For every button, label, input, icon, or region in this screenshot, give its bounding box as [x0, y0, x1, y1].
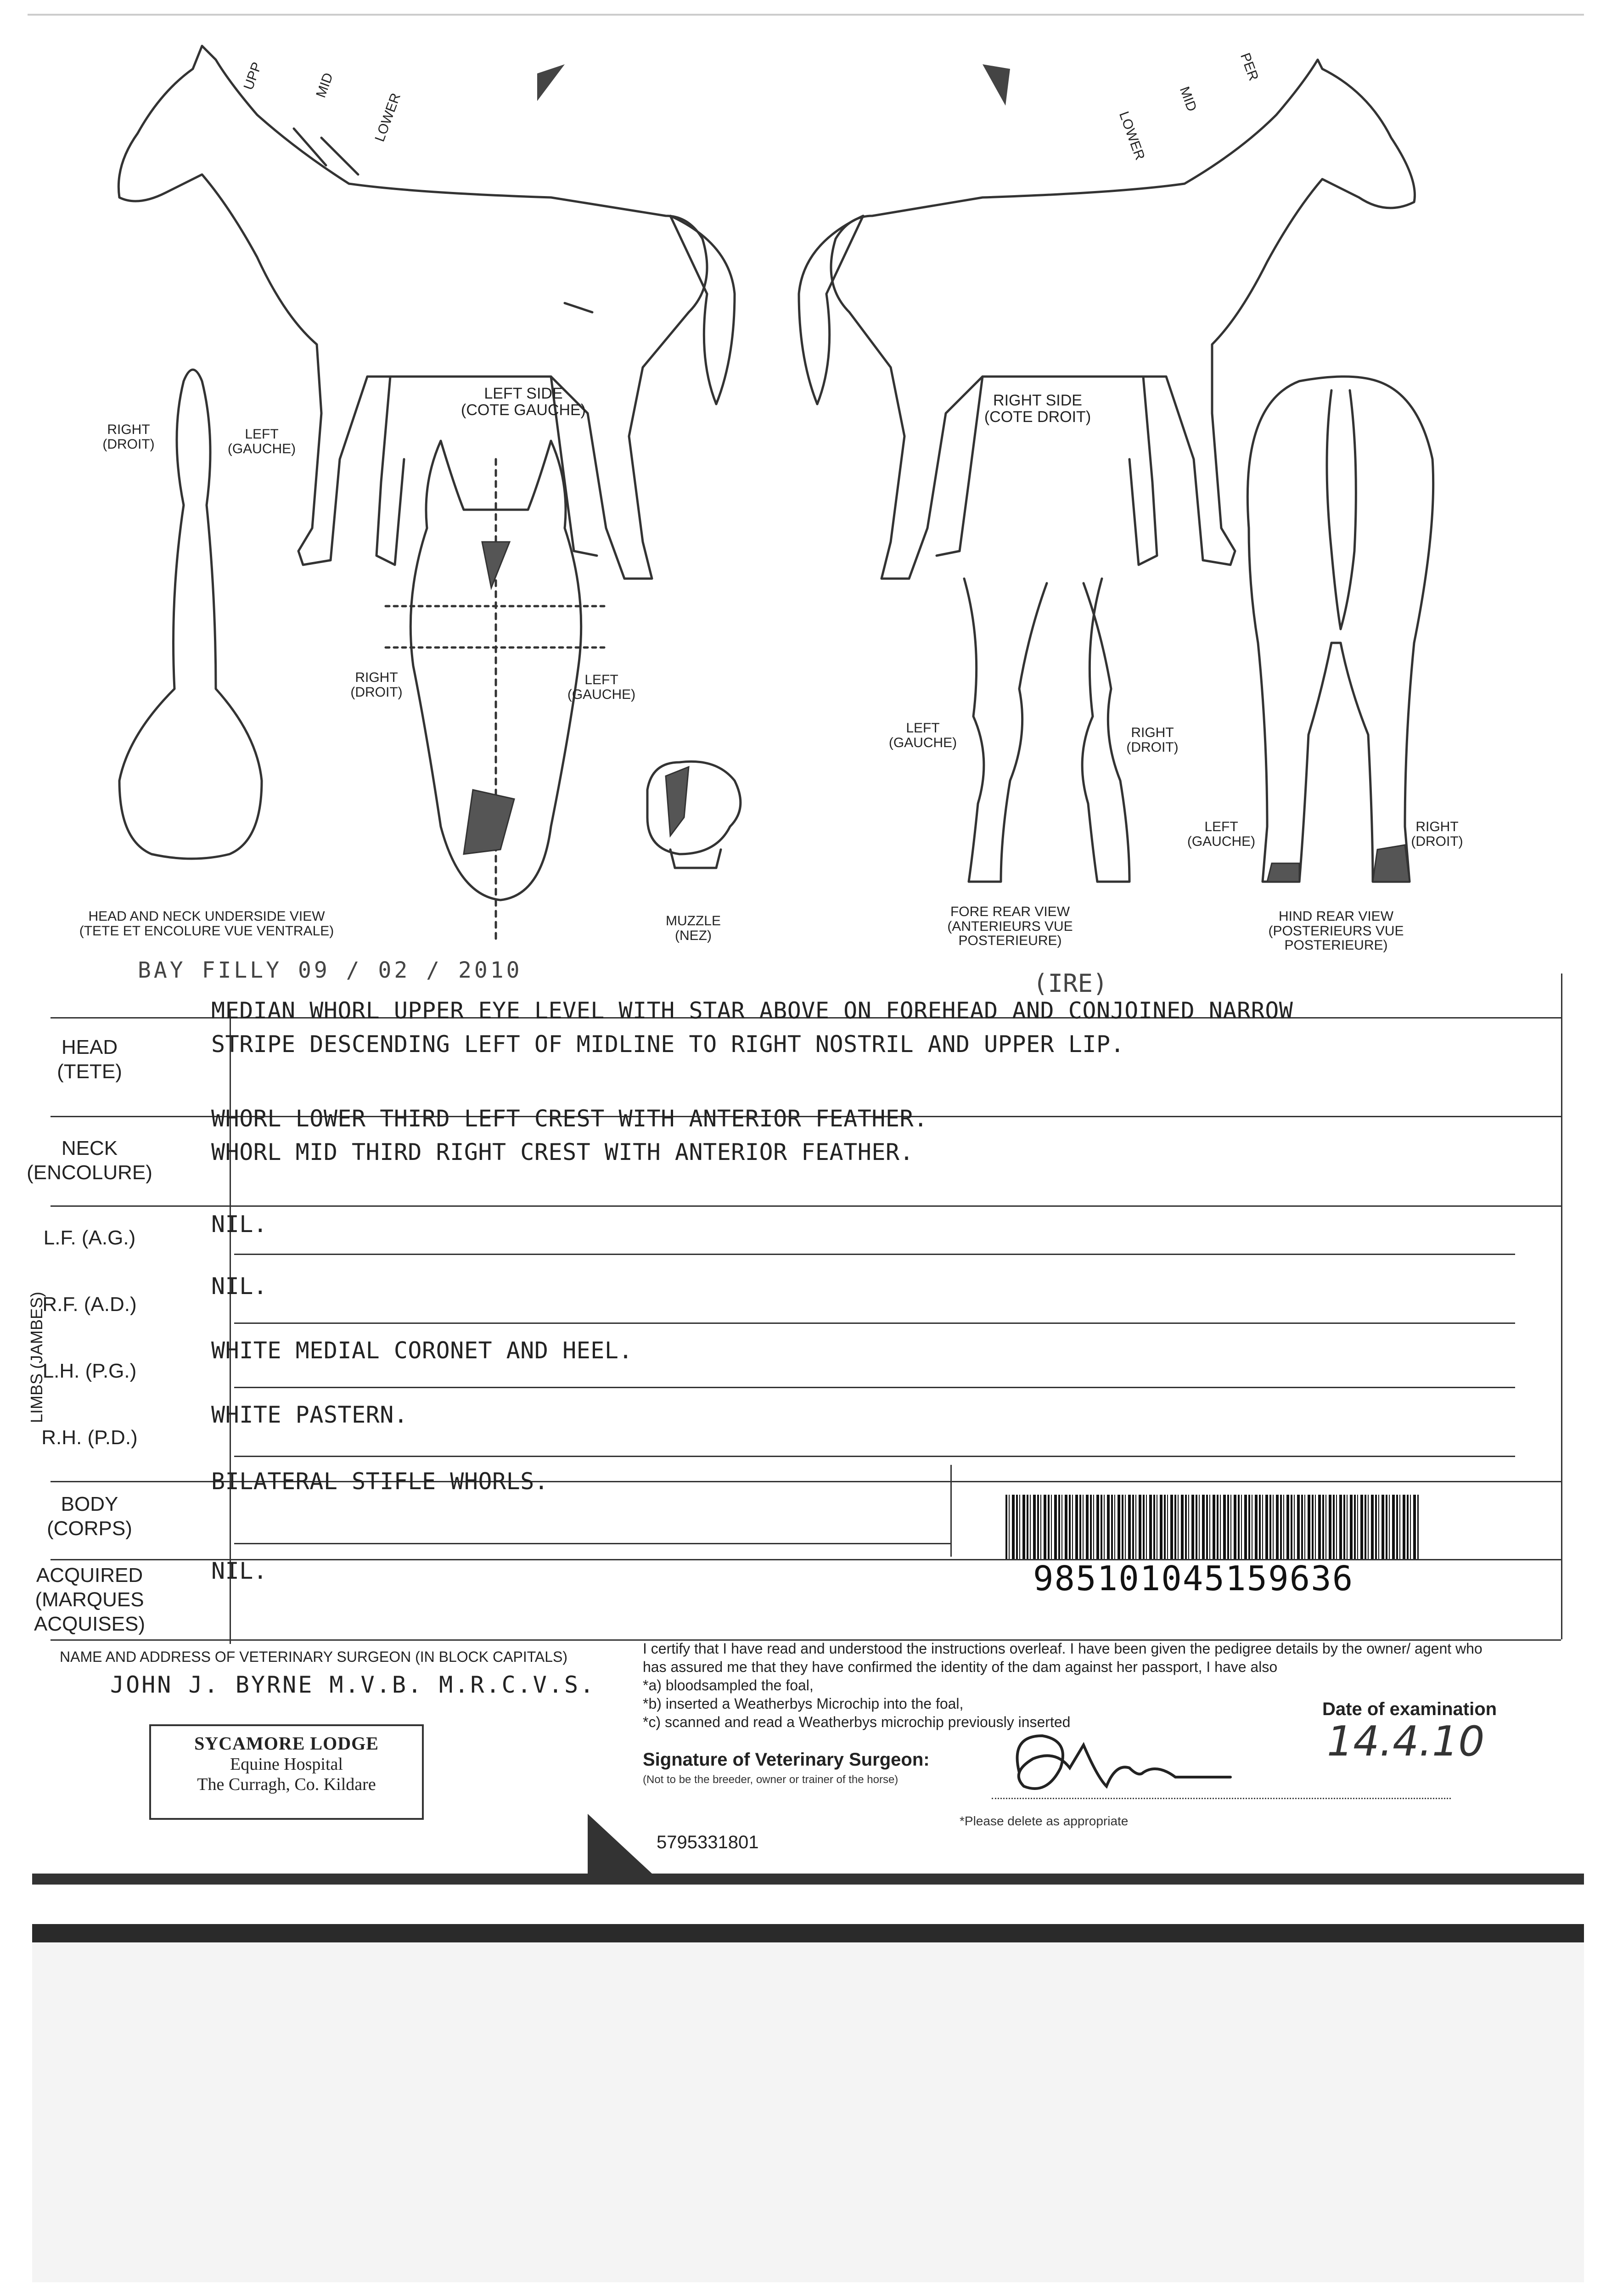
label-crest-left-upper: UPP [241, 60, 265, 92]
corner-fold-mark [588, 1814, 652, 1874]
vet-name: JOHN J. BYRNE M.V.B. M.R.C.V.S. [110, 1671, 596, 1698]
second-page-top-bar [32, 1924, 1584, 1942]
table-body-divider [950, 1465, 952, 1557]
label-face-right: RIGHT (DROIT) [350, 670, 403, 700]
right-side-horse-outline [799, 60, 1415, 579]
label-crest-right-mid: MID [1176, 84, 1200, 114]
date-of-examination-value: 14.4.10 [1327, 1717, 1485, 1766]
left-hind-heel-marking [1267, 863, 1299, 882]
partial-identity-row: BAY FILLY 09 / 02 / 2010 [138, 957, 522, 983]
label-left-side: LEFT SIDE (COTE GAUCHE) [461, 385, 586, 419]
certification-text: I certify that I have read and understood the instructions overleaf. I have been given the pedigree details by the owner/ agent who has assured me that they have confirmed the identity of the dam against her passport, I have also *a) bloodsampled the foal, *b) inserted a Weatherbys Microchip into the foal, *c) scanned and read a Weatherbys microchip previously inserted [643, 1640, 1483, 1730]
table-right-border [1561, 974, 1562, 1639]
row-label-right-fore: R.F. (A.D.) [42, 1293, 137, 1316]
table-rule [234, 1322, 1515, 1324]
page-bottom-bar [32, 1874, 1584, 1885]
label-hind-right: RIGHT (DROIT) [1411, 819, 1463, 849]
label-crest-left-mid: MID [313, 71, 337, 100]
label-neck-right: RIGHT (DROIT) [102, 422, 155, 452]
stamp-line-1: SYCAMORE LODGE [194, 1733, 379, 1754]
signature-heading: Signature of Veterinary Surgeon: [643, 1750, 930, 1770]
left-hind-markings: WHITE MEDIAL CORONET AND HEEL. [211, 1337, 633, 1364]
vet-signature [992, 1717, 1249, 1809]
label-underside-view: HEAD AND NECK UNDERSIDE VIEW (TETE ET ENCOLURE VUE VENTRALE) [79, 909, 334, 939]
row-label-body: BODY (CORPS) [47, 1493, 132, 1540]
muzzle-outline [647, 761, 741, 868]
label-muzzle: MUZZLE (NEZ) [666, 913, 721, 943]
second-page-area [32, 1942, 1584, 2282]
row-label-head: HEAD (TETE) [57, 1036, 122, 1083]
horse-markings-diagrams [0, 0, 1623, 960]
label-crest-right-upper: PER [1237, 51, 1262, 83]
label-hind-left: LEFT (GAUCHE) [1187, 819, 1256, 849]
label-right-side: RIGHT SIDE (COTE DROIT) [984, 392, 1091, 426]
neck-markings: WHORL LOWER THIRD LEFT CREST WITH ANTERIOR FEATHER. WHORL MID THIRD RIGHT CREST WITH ANTERIOR FEATHER. [211, 1105, 928, 1165]
stamp-line-2: Equine Hospital [230, 1755, 343, 1774]
left-fore-markings: NIL. [211, 1211, 268, 1238]
label-crest-right-lower: LOWER [1116, 109, 1148, 162]
body-markings: BILATERAL STIFLE WHORLS. [211, 1468, 549, 1495]
row-label-neck: NECK (ENCOLURE) [27, 1137, 152, 1184]
label-neck-left: LEFT (GAUCHE) [227, 427, 296, 456]
right-hind-markings: WHITE PASTERN. [211, 1401, 408, 1428]
signature-note: (Not to be the breeder, owner or trainer of the horse) [643, 1773, 899, 1786]
corner-mark-right [983, 64, 1010, 106]
muzzle-marking [666, 767, 689, 836]
date-of-examination-heading: Date of examination [1322, 1699, 1497, 1719]
table-rule [234, 1456, 1515, 1457]
microchip-barcode [1005, 1495, 1419, 1559]
stamp-line-3: The Curragh, Co. Kildare [197, 1775, 376, 1794]
delete-note: *Please delete as appropriate [960, 1814, 1129, 1828]
label-hind-rear-view: HIND REAR VIEW (POSTERIEURS VUE POSTERIEURE) [1268, 909, 1404, 953]
row-label-left-hind: L.H. (P.G.) [42, 1360, 137, 1382]
corner-mark-left [537, 64, 565, 101]
right-fore-markings: NIL. [211, 1273, 268, 1300]
stripe-marking [464, 790, 514, 854]
row-label-left-fore: L.F. (A.G.) [43, 1227, 136, 1249]
head-markings: MEDIAN WHORL UPPER EYE LEVEL WITH STAR ABOVE ON FOREHEAD AND CONJOINED NARROW STRIPE DESCENDING LEFT OF MIDLINE TO RIGHT NOSTRIL AND UPPER LIP. [211, 997, 1293, 1058]
fore-rear-view-outline [964, 579, 1129, 882]
row-label-acquired: ACQUIRED (MARQUES ACQUISES) [34, 1564, 146, 1635]
label-face-left: LEFT (GAUCHE) [567, 672, 636, 702]
label-fore-rear-view: FORE REAR VIEW (ANTERIEURS VUE POSTERIEURE) [947, 904, 1073, 948]
label-fore-left: LEFT (GAUCHE) [888, 720, 957, 750]
row-label-right-hind: R.H. (P.D.) [41, 1426, 138, 1449]
table-rule [234, 1254, 1515, 1255]
table-rule [234, 1543, 950, 1544]
table-rule [234, 1387, 1515, 1388]
partial-stamp: (IRE) [1033, 969, 1108, 998]
hind-rear-view-outline [1247, 377, 1433, 882]
label-fore-right: RIGHT (DROIT) [1126, 725, 1179, 755]
table-rule [51, 1205, 1561, 1207]
vet-name-heading: NAME AND ADDRESS OF VETERINARY SURGEON (IN BLOCK CAPITALS) [60, 1649, 568, 1665]
microchip-number: 985101045159636 [1033, 1559, 1354, 1598]
label-crest-left-lower: LOWER [372, 91, 404, 144]
signature-line [992, 1798, 1451, 1799]
right-hind-pastern-marking [1373, 845, 1410, 882]
limbs-label: LIMBS (JAMBES) [27, 1291, 46, 1424]
serial-number: 5795331801 [657, 1832, 759, 1852]
practice-stamp [149, 1724, 424, 1820]
acquired-markings: NIL. [211, 1558, 268, 1584]
